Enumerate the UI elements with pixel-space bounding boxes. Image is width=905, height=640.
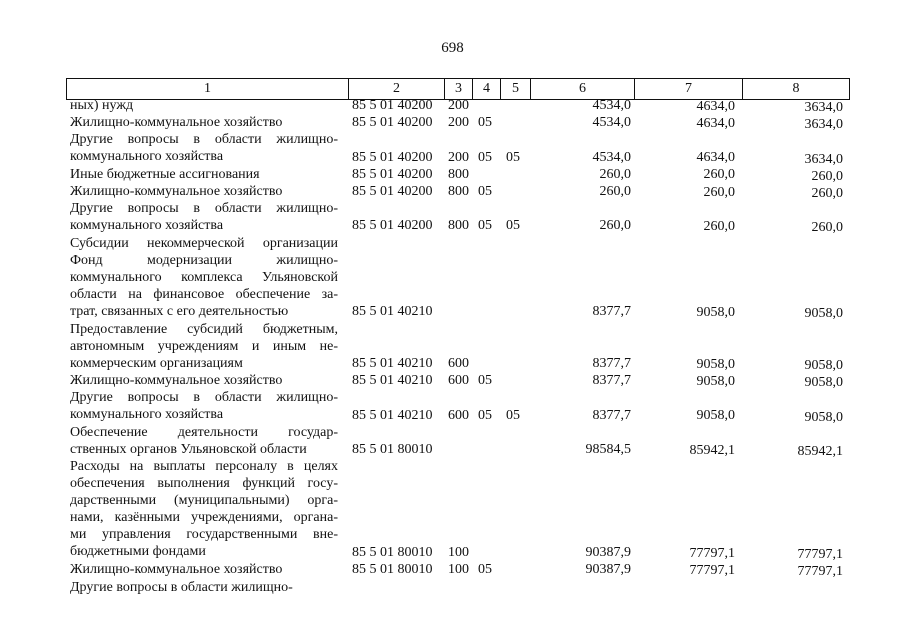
row-col-3: 600 [448, 373, 469, 389]
row-col-4: 05 [478, 562, 492, 578]
row-col-3: 100 [448, 545, 469, 561]
header-col-4: 4 [472, 78, 500, 100]
row-value-8: 9058,0 [804, 306, 843, 322]
row-col-4: 05 [478, 407, 492, 423]
row-col-3: 800 [448, 218, 469, 234]
row-description-line: автономным учреждениям и иным не- [70, 338, 338, 354]
row-description-line: области на финансовое обеспечение за- [70, 286, 338, 302]
row-code: 85 5 01 40200 [352, 149, 433, 165]
row-description-line: коммунального хозяйства [70, 149, 224, 165]
row-description-line: дарственными (муниципальными) орга- [70, 493, 338, 509]
row-description [70, 131, 338, 165]
row-description-line: Другие вопросы в области жилищно- [70, 579, 293, 595]
row-description-line: Жилищно-коммунальное хозяйство [70, 562, 283, 578]
row-value-7: 4634,0 [696, 115, 735, 131]
row-col-4: 05 [478, 184, 492, 199]
row-value-8: 3634,0 [804, 151, 843, 167]
row-value-7: 9058,0 [696, 356, 735, 372]
row-description-line: коммунального хозяйства [70, 407, 224, 423]
row-value-6: 260,0 [599, 218, 631, 234]
row-col-4: 05 [478, 218, 492, 234]
row-value-6: 260,0 [599, 184, 631, 199]
header-col-7: 7 [634, 78, 742, 100]
header-col-5: 5 [500, 78, 530, 100]
row-code: 85 5 01 40200 [352, 98, 433, 113]
row-description-line: нами, казёнными учреждениями, органа- [70, 510, 338, 526]
row-description [70, 372, 338, 389]
row-value-7: 9058,0 [696, 304, 735, 320]
header-top-rule [66, 78, 850, 79]
row-description-line: бюджетными фондами [70, 544, 206, 560]
row-value-7: 260,0 [703, 167, 735, 183]
row-code: 85 5 01 40210 [352, 373, 433, 389]
row-description-line: Другие вопросы в области жилищно- [70, 201, 338, 217]
row-value-6: 98584,5 [585, 442, 631, 457]
row-description-line: Жилищно-коммунальное хозяйство [70, 184, 283, 199]
row-col-3: 100 [448, 562, 469, 578]
header-col-3: 3 [444, 78, 472, 100]
row-description-line: Обеспечение деятельности государ- [70, 424, 338, 440]
row-description-line: коммерческим организациям [70, 355, 243, 371]
row-description [70, 114, 338, 131]
row-value-7: 260,0 [703, 218, 735, 234]
row-code: 85 5 01 80010 [352, 562, 433, 578]
row-col-3: 800 [448, 184, 469, 199]
row-col-3: 200 [448, 115, 469, 131]
row-value-8: 77797,1 [797, 547, 843, 563]
row-description-line: Другие вопросы в области жилищно- [70, 390, 338, 406]
row-description-line: трат, связанных с его деятельностью [70, 303, 289, 319]
row-value-6: 8377,7 [592, 407, 631, 423]
row-code: 85 5 01 40200 [352, 115, 433, 131]
row-value-7: 77797,1 [689, 562, 735, 578]
row-value-6: 90387,9 [585, 545, 631, 561]
header-col-6: 6 [530, 78, 634, 100]
row-col-3: 600 [448, 407, 469, 423]
row-code: 85 5 01 80010 [352, 442, 433, 457]
row-value-8: 9058,0 [804, 358, 843, 373]
row-description-line: Фонд модернизации жилищно- [70, 252, 338, 268]
row-description [70, 561, 338, 578]
row-description [70, 183, 338, 200]
row-description-line: Жилищно-коммунальное хозяйство [70, 115, 283, 131]
header-col-1: 1 [66, 78, 348, 100]
page-number: 698 [441, 40, 464, 56]
row-code: 85 5 01 80010 [352, 545, 433, 561]
row-value-7: 85942,1 [689, 442, 735, 458]
row-value-6: 8377,7 [592, 304, 631, 320]
row-value-8: 9058,0 [804, 409, 843, 425]
row-code: 85 5 01 40210 [352, 304, 433, 320]
row-col-4: 05 [478, 373, 492, 389]
row-value-8: 3634,0 [804, 117, 843, 133]
row-value-7: 260,0 [703, 184, 735, 200]
row-value-8: 77797,1 [797, 564, 843, 580]
row-description-line: ственных органов Ульяновской области [70, 441, 307, 457]
row-description [70, 97, 338, 114]
row-col-3: 600 [448, 356, 469, 371]
row-col-5: 05 [506, 407, 520, 423]
row-col-3: 800 [448, 166, 469, 182]
row-value-6: 4534,0 [592, 149, 631, 165]
row-description [70, 321, 338, 372]
row-value-8: 85942,1 [797, 444, 843, 459]
row-col-3: 200 [448, 149, 469, 165]
row-code: 85 5 01 40210 [352, 356, 433, 371]
header-col-2: 2 [348, 78, 444, 100]
row-description-line: коммунального комплекса Ульяновской [70, 269, 338, 285]
row-value-7: 9058,0 [696, 373, 735, 389]
row-description-line: Субсидии некоммерческой организации [70, 235, 338, 251]
row-description-line: Жилищно-коммунальное хозяйство [70, 373, 283, 389]
row-description-line: Иные бюджетные ассигнования [70, 166, 260, 182]
row-description-line: Расходы на выплаты персоналу в целях [70, 459, 338, 475]
row-description [70, 389, 338, 423]
row-code: 85 5 01 40200 [352, 184, 433, 199]
row-value-7: 4634,0 [696, 150, 735, 166]
row-value-7: 4634,0 [696, 98, 735, 114]
row-code: 85 5 01 40210 [352, 407, 433, 423]
row-value-8: 3634,0 [804, 100, 843, 115]
row-description-line: ми управления государственными вне- [70, 527, 338, 543]
row-col-5: 05 [506, 218, 520, 234]
header-col-8: 8 [742, 78, 850, 100]
row-description-line: ных) нужд [70, 98, 134, 113]
row-value-7: 77797,1 [689, 545, 735, 561]
row-description-line: обеспечения выполнения функций госу- [70, 476, 338, 492]
row-code: 85 5 01 40200 [352, 218, 433, 234]
row-code: 85 5 01 40200 [352, 166, 433, 182]
row-value-6: 8377,7 [592, 356, 631, 371]
row-col-4: 05 [478, 149, 492, 165]
row-col-3: 200 [448, 98, 469, 113]
row-description [70, 166, 338, 183]
row-description [70, 200, 338, 234]
row-description [70, 579, 338, 596]
row-value-6: 90387,9 [585, 562, 631, 578]
row-value-8: 260,0 [811, 220, 843, 236]
row-description [70, 424, 338, 458]
row-description [70, 235, 338, 320]
row-value-7: 9058,0 [696, 408, 735, 424]
row-value-8: 9058,0 [804, 375, 843, 391]
row-value-6: 4534,0 [592, 98, 631, 113]
row-description-line: коммунального хозяйства [70, 218, 224, 234]
row-description [70, 458, 338, 560]
row-value-6: 260,0 [599, 166, 631, 182]
row-description-line: Другие вопросы в области жилищно- [70, 132, 338, 148]
row-col-4: 05 [478, 115, 492, 131]
row-description-line: Предоставление субсидий бюджетным, [70, 321, 338, 337]
row-value-6: 4534,0 [592, 115, 631, 131]
row-col-5: 05 [506, 149, 520, 165]
row-value-8: 260,0 [811, 186, 843, 201]
row-value-6: 8377,7 [592, 373, 631, 389]
row-value-8: 260,0 [811, 168, 843, 184]
